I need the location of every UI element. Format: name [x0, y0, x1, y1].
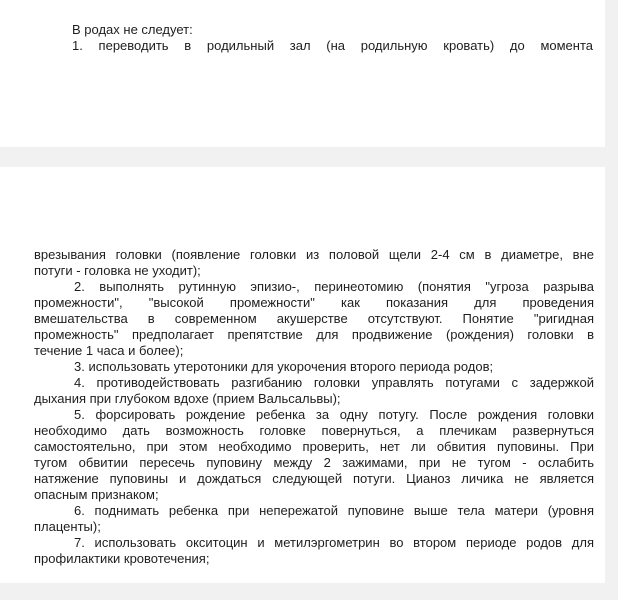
section-heading: В родах не следует:: [72, 22, 193, 37]
body-line: промежности", "высокой промежности" как показания для проведения: [34, 295, 594, 310]
body-line: тугом обвитии пересечь пуповину между 2 зажимами, при не тугом - ослабить: [34, 455, 594, 470]
document-page-bottom: [0, 167, 605, 583]
list-item-1-text: 1. переводить в родильный зал (на родильную кровать) до момента: [72, 38, 593, 53]
body-line: самостоятельно, при этом необходимо проверить, нет ли обвития пуповины. При: [34, 439, 594, 454]
body-line: 2. выполнять рутинную эпизио-, перинеотомию (понятия "угроза разрыва: [74, 279, 594, 294]
body-line: дыхания при глубоком вдохе (прием Вальсальвы);: [34, 391, 341, 406]
body-line: течение 1 часа и более);: [34, 343, 184, 358]
body-line: 4. противодействовать разгибанию головки управлять потугами с задержкой: [74, 375, 594, 390]
body-line: промежность" предполагает препятствие для продвижение (рождения) головки в: [34, 327, 594, 342]
list-item-1-start: [72, 38, 593, 54]
body-line: врезывания головки (появление головки из половой щели 2-4 см в диаметре, вне: [34, 247, 594, 262]
body-line: необходимо дать возможность головке повернуться, а плечикам развернуться: [34, 423, 594, 438]
body-line: плаценты);: [34, 519, 101, 534]
body-line: 7. использовать окситоцин и метилэргометрин во втором периоде родов для: [74, 535, 594, 550]
body-line: натяжение пуповины и дождаться следующей потуги. Цианоз личика не является: [34, 471, 594, 486]
body-line: опасным признаком;: [34, 487, 159, 502]
body-line: потуги - головка не уходит);: [34, 263, 201, 278]
body-line: вмешательства в современном акушерстве отсутствуют. Понятие "ригидная: [34, 311, 594, 326]
document-page-top: [0, 0, 605, 147]
body-line: 6. поднимать ребенка при непережатой пуповине выше тела матери (уровня: [74, 503, 594, 518]
body-line: профилактики кровотечения;: [34, 551, 210, 566]
body-line: 3. использовать утеротоники для укорочения второго периода родов;: [74, 359, 494, 374]
body-line: 5. форсировать рождение ребенка за одну потугу. После рождения головки: [74, 407, 594, 422]
document-body: [34, 247, 594, 567]
